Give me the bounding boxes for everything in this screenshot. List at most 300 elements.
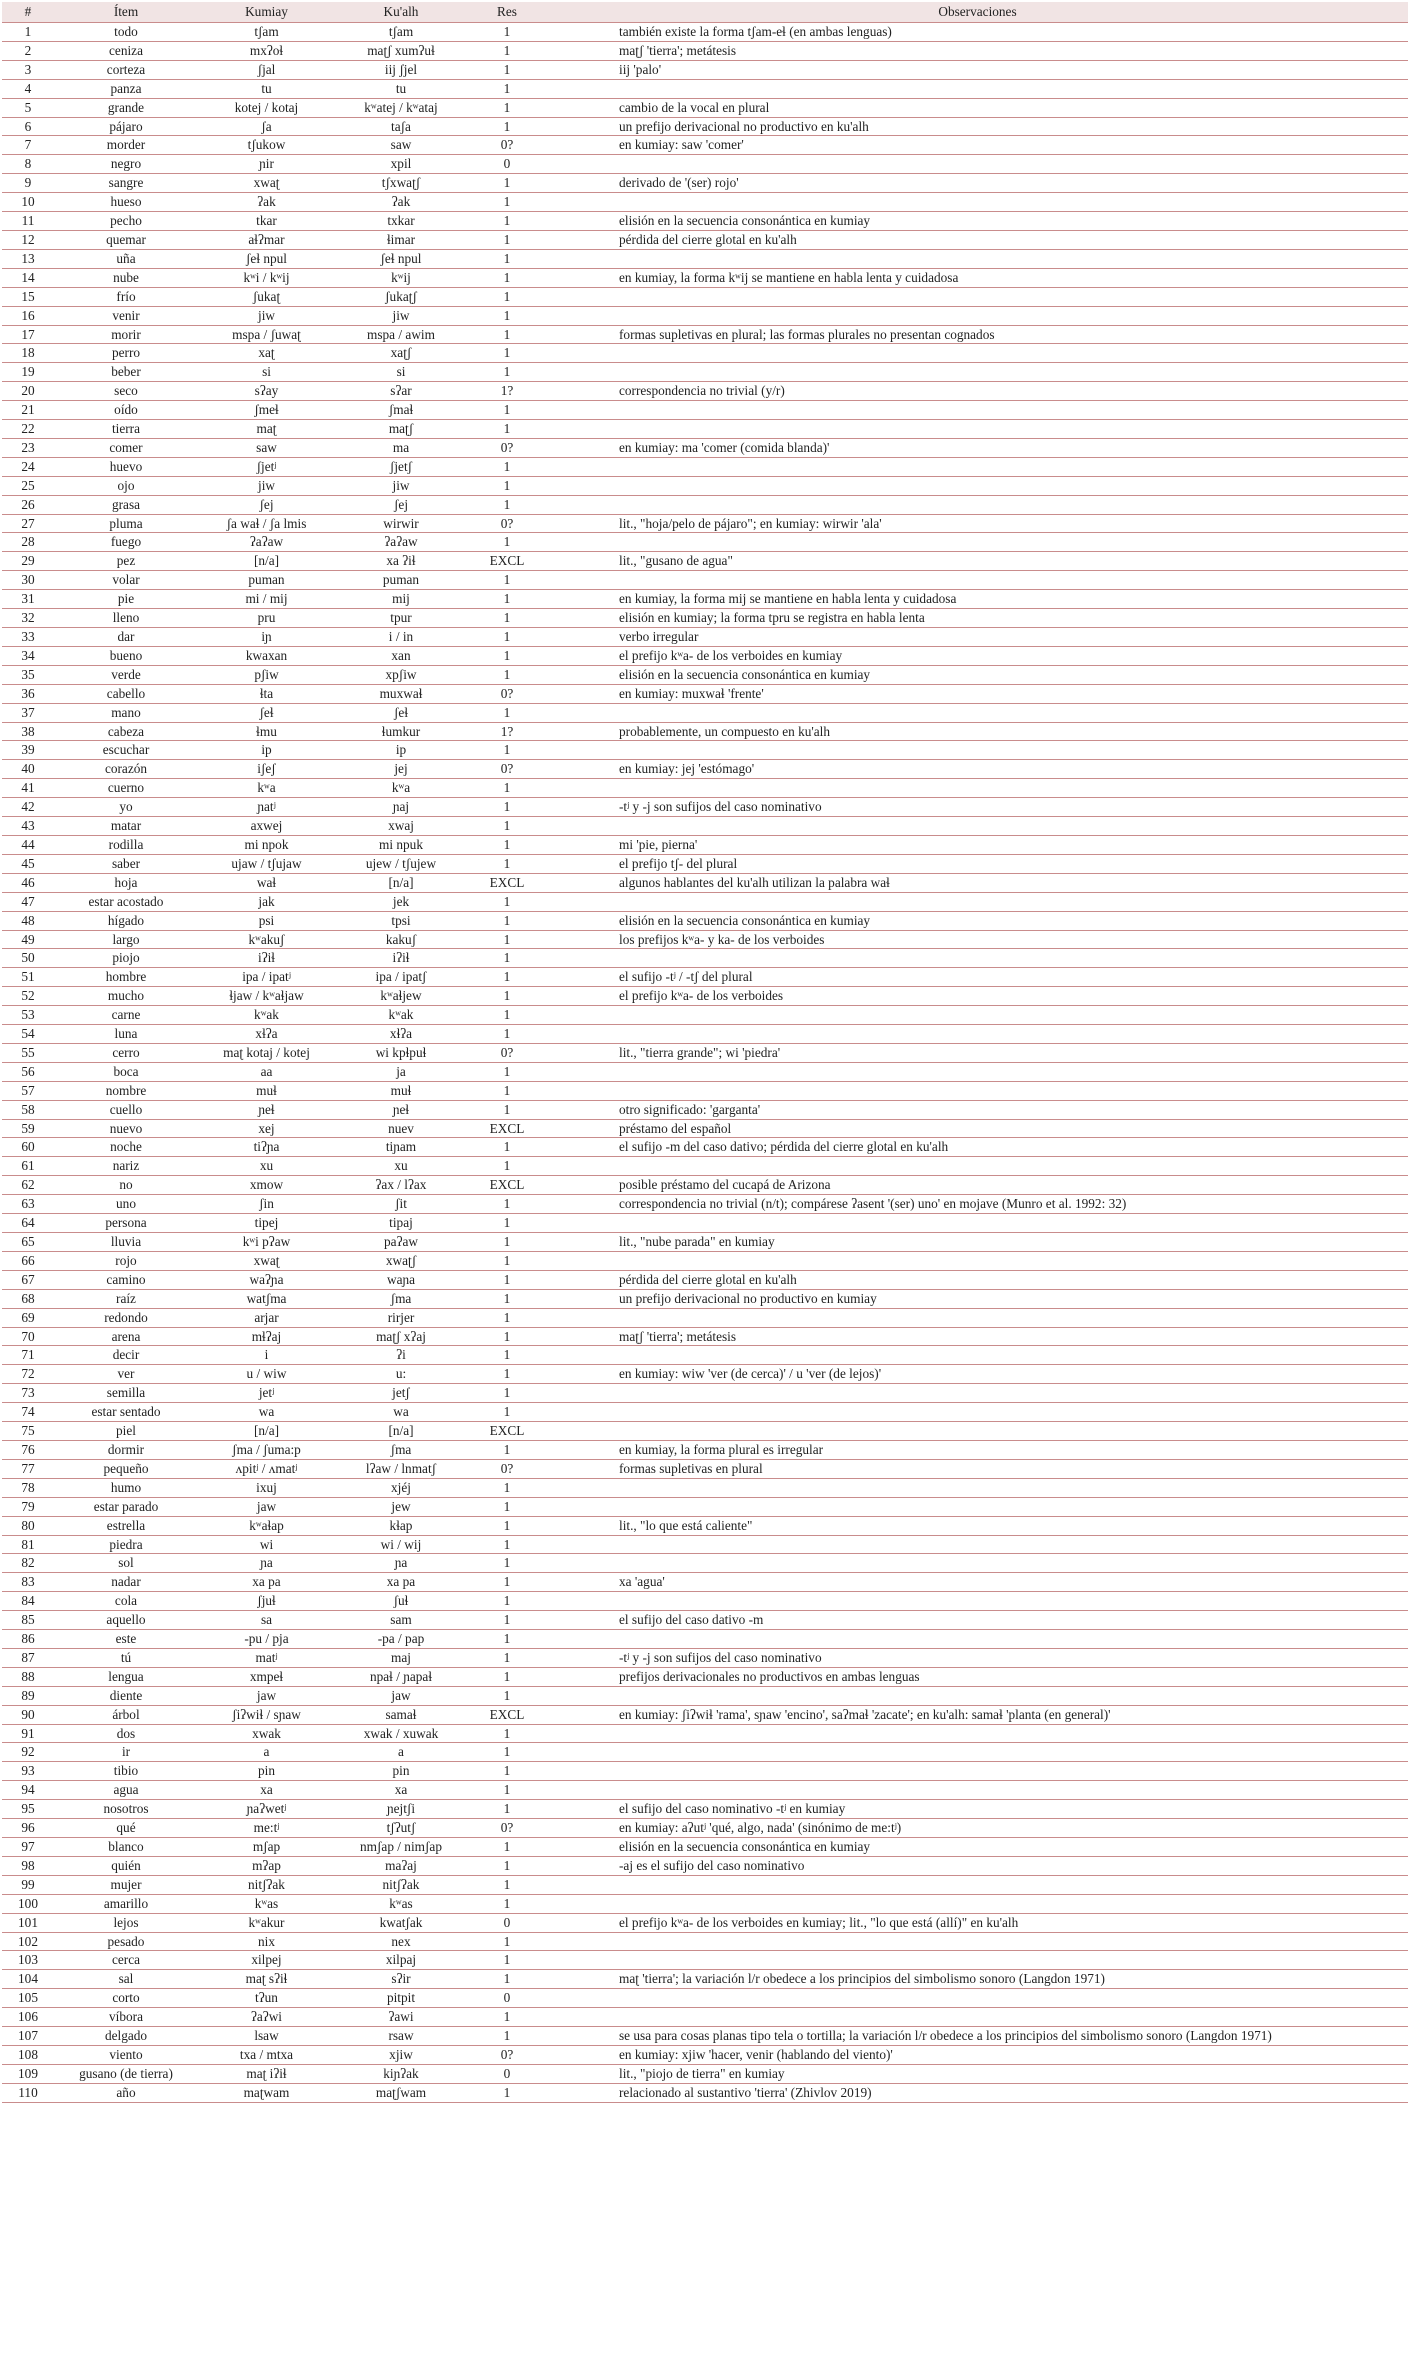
cell-kumiay: mi / mij xyxy=(198,590,335,609)
cell-res: 1 xyxy=(467,420,547,439)
cell-item: estrella xyxy=(54,1516,198,1535)
table-row xyxy=(2,514,1408,533)
cell-num: 48 xyxy=(2,911,54,930)
cell-item: este xyxy=(54,1630,198,1649)
table-row xyxy=(2,798,1408,817)
cell-observations: un prefijo derivacional no productivo en ku'alh xyxy=(547,117,1408,136)
cell-kumiay: puman xyxy=(198,571,335,590)
cell-kualh: ipa / ipatʃ xyxy=(335,968,467,987)
table-row xyxy=(2,1025,1408,1044)
table-row xyxy=(2,1497,1408,1516)
table-row xyxy=(2,684,1408,703)
cell-kumiay: tʃam xyxy=(198,23,335,42)
cell-item: pluma xyxy=(54,514,198,533)
cell-observations: xa 'agua' xyxy=(547,1573,1408,1592)
cell-item: sol xyxy=(54,1554,198,1573)
table-row xyxy=(2,590,1408,609)
cell-kualh: xjéj xyxy=(335,1478,467,1497)
cell-res: 1 xyxy=(467,249,547,268)
cell-item: qué xyxy=(54,1819,198,1838)
table-row xyxy=(2,1989,1408,2008)
cell-num: 101 xyxy=(2,1913,54,1932)
cell-item: mucho xyxy=(54,987,198,1006)
cell-res: 1 xyxy=(467,1667,547,1686)
cell-num: 13 xyxy=(2,249,54,268)
table-row xyxy=(2,987,1408,1006)
cell-res: 1 xyxy=(467,1686,547,1705)
cell-item: estar parado xyxy=(54,1497,198,1516)
cell-kumiay: iɲ xyxy=(198,628,335,647)
cell-kumiay: psi xyxy=(198,911,335,930)
cell-item: amarillo xyxy=(54,1894,198,1913)
cell-kumiay: tiʔɲa xyxy=(198,1138,335,1157)
cell-res: 1 xyxy=(467,1327,547,1346)
cell-kualh: wi kpɬpuɬ xyxy=(335,1043,467,1062)
cell-kualh: ʃma xyxy=(335,1289,467,1308)
cell-kualh: taʃa xyxy=(335,117,467,136)
cell-kualh: nex xyxy=(335,1932,467,1951)
cell-num: 82 xyxy=(2,1554,54,1573)
cell-res: 0 xyxy=(467,2064,547,2083)
cell-observations: lit., "nube parada" en kumiay xyxy=(547,1233,1408,1252)
cell-res: 1 xyxy=(467,1403,547,1422)
cell-res: 1 xyxy=(467,854,547,873)
cell-res: 1 xyxy=(467,495,547,514)
cell-kumiay: jetʲ xyxy=(198,1384,335,1403)
cell-res: 1 xyxy=(467,1251,547,1270)
cell-observations xyxy=(547,1535,1408,1554)
table-row xyxy=(2,1062,1408,1081)
cell-observations: maʈʃ 'tierra'; metátesis xyxy=(547,1327,1408,1346)
cell-kumiay: pʃiw xyxy=(198,665,335,684)
cell-res: 1? xyxy=(467,722,547,741)
header-kualh: Ku'alh xyxy=(335,2,467,23)
cell-observations xyxy=(547,306,1408,325)
cell-num: 28 xyxy=(2,533,54,552)
table-row xyxy=(2,835,1408,854)
cell-kumiay: tipej xyxy=(198,1214,335,1233)
table-row xyxy=(2,1573,1408,1592)
cell-res: 1 xyxy=(467,1081,547,1100)
cell-res: 1 xyxy=(467,1157,547,1176)
table-row xyxy=(2,1667,1408,1686)
cell-num: 108 xyxy=(2,2045,54,2064)
cell-item: escuchar xyxy=(54,741,198,760)
cell-res: 1 xyxy=(467,1233,547,1252)
table-row xyxy=(2,401,1408,420)
cell-res: 1 xyxy=(467,1592,547,1611)
cell-observations: el sufijo del caso dativo -m xyxy=(547,1611,1408,1630)
cell-kualh: samaɬ xyxy=(335,1705,467,1724)
cell-kumiay: jak xyxy=(198,892,335,911)
cell-observations xyxy=(547,476,1408,495)
cell-observations xyxy=(547,1384,1408,1403)
cell-item: estar acostado xyxy=(54,892,198,911)
table-row xyxy=(2,1838,1408,1857)
cell-observations xyxy=(547,1478,1408,1497)
table-row xyxy=(2,1724,1408,1743)
cell-observations xyxy=(547,741,1408,760)
cell-res: 0? xyxy=(467,438,547,457)
cell-item: uña xyxy=(54,249,198,268)
cell-res: 0 xyxy=(467,1989,547,2008)
table-row xyxy=(2,533,1408,552)
cell-res: 1 xyxy=(467,98,547,117)
cell-res: 1 xyxy=(467,1516,547,1535)
cell-kumiay: waʔɲa xyxy=(198,1270,335,1289)
cell-kumiay: xwaʈ xyxy=(198,174,335,193)
cell-kumiay: lsaw xyxy=(198,2027,335,2046)
cell-item: dar xyxy=(54,628,198,647)
cell-res: 1 xyxy=(467,1365,547,1384)
cell-num: 31 xyxy=(2,590,54,609)
cell-item: delgado xyxy=(54,2027,198,2046)
cell-res: 1 xyxy=(467,1497,547,1516)
cell-num: 29 xyxy=(2,552,54,571)
comparison-table xyxy=(2,2,1408,2103)
cell-observations xyxy=(547,1762,1408,1781)
cell-observations: el sufijo del caso nominativo -tʲ en kumiay xyxy=(547,1800,1408,1819)
cell-res: EXCL xyxy=(467,1422,547,1441)
cell-kualh: muɬ xyxy=(335,1081,467,1100)
cell-num: 46 xyxy=(2,873,54,892)
table-row xyxy=(2,230,1408,249)
cell-kualh: kɬap xyxy=(335,1516,467,1535)
table-row xyxy=(2,41,1408,60)
table-row xyxy=(2,495,1408,514)
table-row xyxy=(2,1270,1408,1289)
cell-observations: el prefijo kʷa- de los verboides en kumiay; lit., "lo que está (allí)" en ku'alh xyxy=(547,1913,1408,1932)
cell-item: fuego xyxy=(54,533,198,552)
cell-kumiay: ʃma / ʃuma:p xyxy=(198,1440,335,1459)
table-row xyxy=(2,854,1408,873)
cell-kualh: maʈʃ xumʔuɬ xyxy=(335,41,467,60)
cell-num: 80 xyxy=(2,1516,54,1535)
cell-kualh: kʷak xyxy=(335,1006,467,1025)
cell-item: hueso xyxy=(54,193,198,212)
table-row xyxy=(2,1781,1408,1800)
cell-observations: en kumiay: wiw 'ver (de cerca)' / u 'ver (de lejos)' xyxy=(547,1365,1408,1384)
cell-kumiay: nix xyxy=(198,1932,335,1951)
cell-res: 0 xyxy=(467,1913,547,1932)
cell-res: 1 xyxy=(467,911,547,930)
cell-kumiay: si xyxy=(198,363,335,382)
cell-item: beber xyxy=(54,363,198,382)
cell-item: gusano (de tierra) xyxy=(54,2064,198,2083)
table-row xyxy=(2,193,1408,212)
cell-observations: elisión en la secuencia consonántica en kumiay xyxy=(547,212,1408,231)
cell-observations: el sufijo -m del caso dativo; pérdida del cierre glotal en ku'alh xyxy=(547,1138,1408,1157)
cell-num: 67 xyxy=(2,1270,54,1289)
cell-item: dormir xyxy=(54,1440,198,1459)
cell-num: 57 xyxy=(2,1081,54,1100)
cell-kualh: ʔawi xyxy=(335,2008,467,2027)
cell-num: 90 xyxy=(2,1705,54,1724)
cell-kualh: wirwir xyxy=(335,514,467,533)
cell-item: decir xyxy=(54,1346,198,1365)
cell-item: no xyxy=(54,1176,198,1195)
cell-item: lluvia xyxy=(54,1233,198,1252)
cell-num: 76 xyxy=(2,1440,54,1459)
table-row xyxy=(2,1176,1408,1195)
cell-kumiay: xwak xyxy=(198,1724,335,1743)
table-row xyxy=(2,325,1408,344)
cell-num: 23 xyxy=(2,438,54,457)
table-row xyxy=(2,344,1408,363)
cell-kumiay: saw xyxy=(198,438,335,457)
cell-item: matar xyxy=(54,817,198,836)
cell-kualh: xu xyxy=(335,1157,467,1176)
cell-res: 1 xyxy=(467,1781,547,1800)
cell-kualh: sam xyxy=(335,1611,467,1630)
cell-res: 1 xyxy=(467,325,547,344)
cell-kumiay: [n/a] xyxy=(198,1422,335,1441)
cell-observations xyxy=(547,363,1408,382)
cell-res: 1 xyxy=(467,401,547,420)
cell-res: 1 xyxy=(467,1270,547,1289)
cell-kualh: jetʃ xyxy=(335,1384,467,1403)
cell-kualh: xilpaj xyxy=(335,1951,467,1970)
cell-observations xyxy=(547,420,1408,439)
cell-kumiay: aɬʔmar xyxy=(198,230,335,249)
cell-kumiay: -pu / pja xyxy=(198,1630,335,1649)
cell-num: 5 xyxy=(2,98,54,117)
table-row xyxy=(2,1006,1408,1025)
table-row xyxy=(2,1459,1408,1478)
cell-num: 19 xyxy=(2,363,54,382)
cell-observations xyxy=(547,1875,1408,1894)
cell-kumiay: mʔap xyxy=(198,1856,335,1875)
cell-res: 1 xyxy=(467,212,547,231)
cell-kumiay: sa xyxy=(198,1611,335,1630)
cell-kualh: xan xyxy=(335,646,467,665)
cell-kumiay: ɬjaw / kʷaɬjaw xyxy=(198,987,335,1006)
table-row xyxy=(2,1743,1408,1762)
cell-num: 81 xyxy=(2,1535,54,1554)
cell-num: 91 xyxy=(2,1724,54,1743)
cell-res: 0? xyxy=(467,136,547,155)
cell-kumiay: kʷakuʃ xyxy=(198,930,335,949)
cell-item: aquello xyxy=(54,1611,198,1630)
cell-observations: en kumiay: jej 'estómago' xyxy=(547,760,1408,779)
cell-observations xyxy=(547,703,1408,722)
table-row xyxy=(2,1705,1408,1724)
cell-num: 107 xyxy=(2,2027,54,2046)
cell-item: tibio xyxy=(54,1762,198,1781)
cell-kumiay: me:tʲ xyxy=(198,1819,335,1838)
cell-observations: lit., "tierra grande"; wi 'piedra' xyxy=(547,1043,1408,1062)
cell-kumiay: sʔay xyxy=(198,382,335,401)
cell-num: 83 xyxy=(2,1573,54,1592)
table-row xyxy=(2,79,1408,98)
cell-num: 43 xyxy=(2,817,54,836)
cell-res: EXCL xyxy=(467,873,547,892)
cell-observations xyxy=(547,1157,1408,1176)
cell-item: morir xyxy=(54,325,198,344)
cell-observations: el prefijo kʷa- de los verboides xyxy=(547,987,1408,1006)
cell-kumiay: ɲa xyxy=(198,1554,335,1573)
table-row xyxy=(2,646,1408,665)
cell-observations: elisión en kumiay; la forma tpru se registra en habla lenta xyxy=(547,609,1408,628)
cell-item: saber xyxy=(54,854,198,873)
table-row xyxy=(2,1365,1408,1384)
cell-num: 27 xyxy=(2,514,54,533)
cell-item: cuerno xyxy=(54,779,198,798)
cell-item: árbol xyxy=(54,1705,198,1724)
table-row xyxy=(2,1932,1408,1951)
cell-res: 1 xyxy=(467,949,547,968)
cell-res: 1 xyxy=(467,1346,547,1365)
cell-num: 61 xyxy=(2,1157,54,1176)
cell-kumiay: maʈ kotaj / kotej xyxy=(198,1043,335,1062)
table-row xyxy=(2,760,1408,779)
cell-kualh: ma xyxy=(335,438,467,457)
cell-kumiay: kʷaɬap xyxy=(198,1516,335,1535)
cell-kumiay: maʈ iʔiɬ xyxy=(198,2064,335,2083)
cell-item: noche xyxy=(54,1138,198,1157)
cell-kualh: i / in xyxy=(335,628,467,647)
cell-item: quemar xyxy=(54,230,198,249)
cell-kumiay: tu xyxy=(198,79,335,98)
cell-num: 59 xyxy=(2,1119,54,1138)
cell-kualh: -pa / pap xyxy=(335,1630,467,1649)
cell-observations: en kumiay: muxwaɬ 'frente' xyxy=(547,684,1408,703)
cell-kumiay: axwej xyxy=(198,817,335,836)
cell-observations xyxy=(547,817,1408,836)
cell-num: 71 xyxy=(2,1346,54,1365)
cell-item: lejos xyxy=(54,1913,198,1932)
cell-kualh: ɲejtʃi xyxy=(335,1800,467,1819)
cell-item: pájaro xyxy=(54,117,198,136)
cell-num: 64 xyxy=(2,1214,54,1233)
cell-observations: correspondencia no trivial (n/t); compárese ʔasent '(ser) uno' en mojave (Munro et al. 1992: 32) xyxy=(547,1195,1408,1214)
cell-num: 69 xyxy=(2,1308,54,1327)
cell-res: 1 xyxy=(467,1630,547,1649)
cell-kualh: ʃit xyxy=(335,1195,467,1214)
cell-kualh: xjiw xyxy=(335,2045,467,2064)
cell-res: 1 xyxy=(467,533,547,552)
cell-observations: prefijos derivacionales no productivos en ambas lenguas xyxy=(547,1667,1408,1686)
cell-observations: algunos hablantes del ku'alh utilizan la palabra waɬ xyxy=(547,873,1408,892)
cell-kumiay: maʈ sʔiɬ xyxy=(198,1970,335,1989)
cell-kualh: a xyxy=(335,1743,467,1762)
cell-res: 1 xyxy=(467,930,547,949)
cell-item: redondo xyxy=(54,1308,198,1327)
table-row xyxy=(2,930,1408,949)
table-row xyxy=(2,98,1408,117)
cell-res: 1 xyxy=(467,287,547,306)
cell-res: 1 xyxy=(467,1308,547,1327)
cell-res: 1 xyxy=(467,476,547,495)
cell-observations xyxy=(547,1062,1408,1081)
table-row xyxy=(2,1157,1408,1176)
cell-kualh: tu xyxy=(335,79,467,98)
cell-observations: maʈ 'tierra'; la variación l/r obedece a los principios del simbolismo sonoro (Langdon 1971) xyxy=(547,1970,1408,1989)
table-row xyxy=(2,1478,1408,1497)
cell-observations xyxy=(547,1630,1408,1649)
cell-kumiay: xmow xyxy=(198,1176,335,1195)
cell-kualh: ja xyxy=(335,1062,467,1081)
cell-kualh: ɬumkur xyxy=(335,722,467,741)
cell-kumiay: a xyxy=(198,1743,335,1762)
cell-num: 93 xyxy=(2,1762,54,1781)
cell-kualh: tʃʔutʃ xyxy=(335,1819,467,1838)
cell-kumiay: jaw xyxy=(198,1686,335,1705)
cell-observations xyxy=(547,1422,1408,1441)
cell-observations: -tʲ y -j son sufijos del caso nominativo xyxy=(547,798,1408,817)
cell-kumiay: ipa / ipatʲ xyxy=(198,968,335,987)
table-row xyxy=(2,1346,1408,1365)
cell-observations xyxy=(547,155,1408,174)
cell-num: 37 xyxy=(2,703,54,722)
cell-kumiay: arjar xyxy=(198,1308,335,1327)
cell-res: 1 xyxy=(467,193,547,212)
cell-kumiay: xilpej xyxy=(198,1951,335,1970)
cell-num: 55 xyxy=(2,1043,54,1062)
cell-num: 3 xyxy=(2,60,54,79)
cell-kumiay: ʃmeɬ xyxy=(198,401,335,420)
cell-num: 65 xyxy=(2,1233,54,1252)
cell-item: venir xyxy=(54,306,198,325)
table-row xyxy=(2,2045,1408,2064)
table-row xyxy=(2,1138,1408,1157)
table-row xyxy=(2,2064,1408,2083)
table-row xyxy=(2,1800,1408,1819)
cell-observations: el prefijo kʷa- de los verboides en kumiay xyxy=(547,646,1408,665)
cell-res: 1 xyxy=(467,987,547,1006)
cell-item: piedra xyxy=(54,1535,198,1554)
cell-observations xyxy=(547,457,1408,476)
table-row xyxy=(2,1592,1408,1611)
cell-kualh: ʔax / lʔax xyxy=(335,1176,467,1195)
cell-item: viento xyxy=(54,2045,198,2064)
cell-num: 4 xyxy=(2,79,54,98)
cell-item: arena xyxy=(54,1327,198,1346)
cell-item: diente xyxy=(54,1686,198,1705)
cell-kumiay: ʔaʔwi xyxy=(198,2008,335,2027)
cell-item: nuevo xyxy=(54,1119,198,1138)
cell-item: nariz xyxy=(54,1157,198,1176)
cell-kualh: ip xyxy=(335,741,467,760)
cell-observations: -tʲ y -j son sufijos del caso nominativo xyxy=(547,1648,1408,1667)
table-row xyxy=(2,1856,1408,1875)
table-row xyxy=(2,722,1408,741)
cell-observations xyxy=(547,1497,1408,1516)
cell-res: 1 xyxy=(467,1289,547,1308)
cell-item: víbora xyxy=(54,2008,198,2027)
cell-kumiay: jaw xyxy=(198,1497,335,1516)
cell-item: ir xyxy=(54,1743,198,1762)
cell-observations xyxy=(547,1781,1408,1800)
cell-kualh: kakuʃ xyxy=(335,930,467,949)
cell-observations xyxy=(547,1081,1408,1100)
cell-kualh: saw xyxy=(335,136,467,155)
cell-num: 73 xyxy=(2,1384,54,1403)
cell-observations: lit., "piojo de tierra" en kumiay xyxy=(547,2064,1408,2083)
cell-num: 25 xyxy=(2,476,54,495)
cell-kualh: xwaj xyxy=(335,817,467,836)
cell-res: EXCL xyxy=(467,1176,547,1195)
cell-num: 87 xyxy=(2,1648,54,1667)
cell-res: 0? xyxy=(467,514,547,533)
cell-res: EXCL xyxy=(467,1705,547,1724)
cell-res: 1 xyxy=(467,1800,547,1819)
cell-res: 1 xyxy=(467,174,547,193)
cell-res: 1 xyxy=(467,590,547,609)
table-row xyxy=(2,2027,1408,2046)
cell-observations xyxy=(547,1214,1408,1233)
cell-item: tú xyxy=(54,1648,198,1667)
